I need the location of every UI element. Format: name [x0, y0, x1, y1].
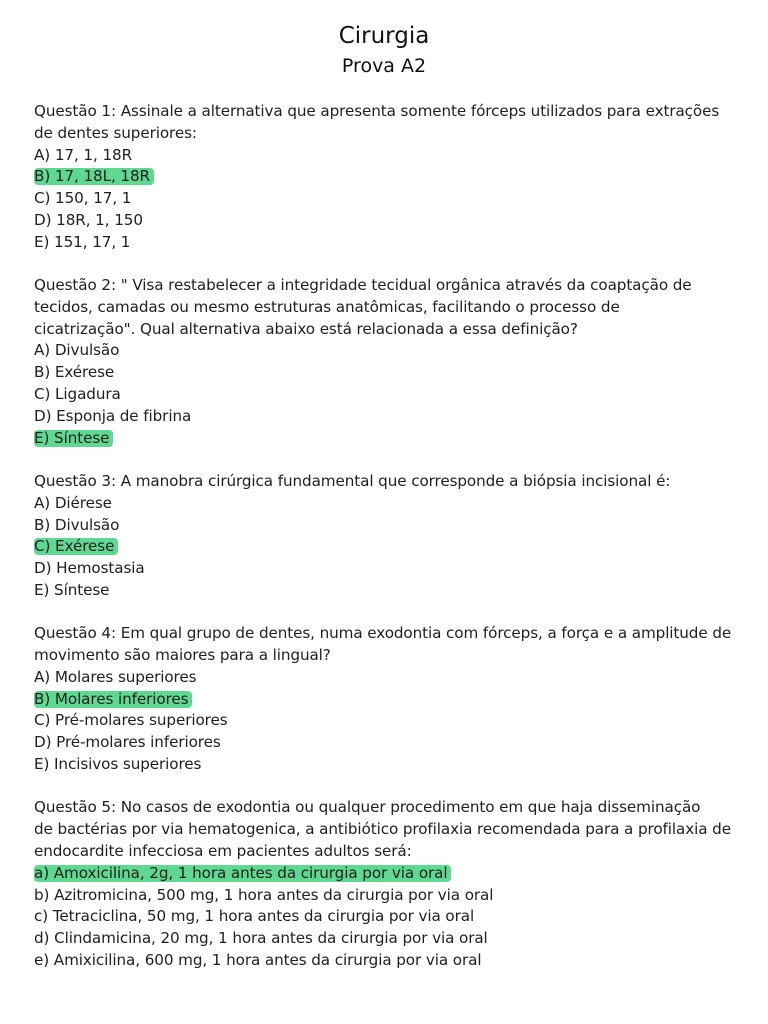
document-title: Cirurgia	[338, 23, 430, 49]
option-d	[34, 210, 734, 232]
option-text: B) Divulsão	[34, 515, 120, 534]
option-text: E) Síntese	[34, 580, 110, 599]
option-d	[34, 558, 734, 580]
option-text: C) 150, 17, 1	[34, 189, 132, 208]
option-e	[34, 580, 734, 602]
option-text: A) Molares superiores	[34, 667, 197, 686]
option-d	[34, 732, 734, 754]
option-c	[34, 188, 734, 210]
option-b-highlighted	[34, 689, 734, 711]
question-text-line: endocardite infecciosa em pacientes adultos será:	[34, 841, 412, 860]
option-a-highlighted	[34, 863, 734, 885]
option-text: D) Pré-molares inferiores	[34, 733, 221, 752]
option-text: a) Amoxicilina, 2g, 1 hora antes da cirurgia por via oral	[34, 865, 451, 882]
question-text-line: de bactérias por via hematogenica, a antibiótico profilaxia recomendada para a profilaxia de	[34, 820, 731, 839]
option-b	[34, 885, 734, 907]
question-1	[34, 101, 734, 254]
question-text-line: de dentes superiores:	[34, 123, 197, 142]
option-e	[34, 950, 734, 972]
question-4	[34, 623, 734, 776]
option-text: C) Ligadura	[34, 385, 121, 404]
question-text-line: Questão 2: " Visa restabelecer a integridade tecidual orgânica através da coaptação de	[34, 276, 692, 295]
question-text-line: movimento são maiores para a lingual?	[34, 646, 331, 665]
option-a	[34, 340, 734, 362]
option-c	[34, 384, 734, 406]
option-d	[34, 406, 734, 428]
question-2	[34, 275, 734, 449]
option-text: d) Clindamicina, 20 mg, 1 hora antes da cirurgia por via oral	[34, 929, 488, 948]
option-text: D) Hemostasia	[34, 559, 145, 578]
option-e-highlighted	[34, 428, 734, 450]
option-e	[34, 232, 734, 254]
question-text-line: Questão 5: No casos de exodontia ou qualquer procedimento em que haja disseminação	[34, 798, 701, 817]
option-text: E) Síntese	[34, 430, 113, 447]
option-c	[34, 906, 734, 928]
option-text: E) 151, 17, 1	[34, 232, 131, 251]
option-text: B) 17, 18L, 18R	[34, 168, 154, 185]
question-3	[34, 471, 734, 602]
option-text: b) Azitromicina, 500 mg, 1 hora antes da cirurgia por via oral	[34, 885, 494, 904]
option-a	[34, 493, 734, 515]
option-text: A) Diérese	[34, 493, 112, 512]
option-text: A) 17, 1, 18R	[34, 145, 133, 164]
question-text-line: Questão 3: A manobra cirúrgica fundamental que corresponde a biópsia incisional é:	[34, 471, 671, 490]
question-text-line: Questão 1: Assinale a alternativa que apresenta somente fórceps utilizados para extrações	[34, 102, 720, 120]
option-text: B) Molares inferiores	[34, 691, 192, 708]
option-text: D) 18R, 1, 150	[34, 210, 143, 229]
option-a	[34, 667, 734, 689]
option-text: e) Amixicilina, 600 mg, 1 hora antes da cirurgia por via oral	[34, 950, 482, 969]
option-text: C) Exérese	[34, 538, 118, 555]
option-e	[34, 754, 734, 776]
option-text: A) Divulsão	[34, 341, 120, 360]
option-c-highlighted	[34, 536, 734, 558]
option-d	[34, 928, 734, 950]
option-text: D) Esponja de fibrina	[34, 406, 192, 425]
option-a	[34, 145, 734, 167]
option-b	[34, 515, 734, 537]
option-text: B) Exérese	[34, 363, 115, 382]
option-b-highlighted	[34, 166, 734, 188]
question-text-line: cicatrização". Qual alternativa abaixo está relacionada a essa definição?	[34, 319, 578, 338]
question-5	[34, 797, 734, 971]
option-text: E) Incisivos superiores	[34, 755, 202, 774]
option-c	[34, 710, 734, 732]
option-text: c) Tetraciclina, 50 mg, 1 hora antes da cirurgia por via oral	[34, 907, 475, 926]
question-text-line: Questão 4: Em qual grupo de dentes, numa exodontia com fórceps, a força e a amplitude de	[34, 624, 732, 643]
document-subtitle: Prova A2	[341, 55, 427, 77]
question-text-line: tecidos, camadas ou mesmo estruturas anatômicas, facilitando o processo de	[34, 297, 620, 316]
option-b	[34, 362, 734, 384]
option-text: C) Pré-molares superiores	[34, 711, 228, 730]
question-list	[34, 101, 734, 993]
